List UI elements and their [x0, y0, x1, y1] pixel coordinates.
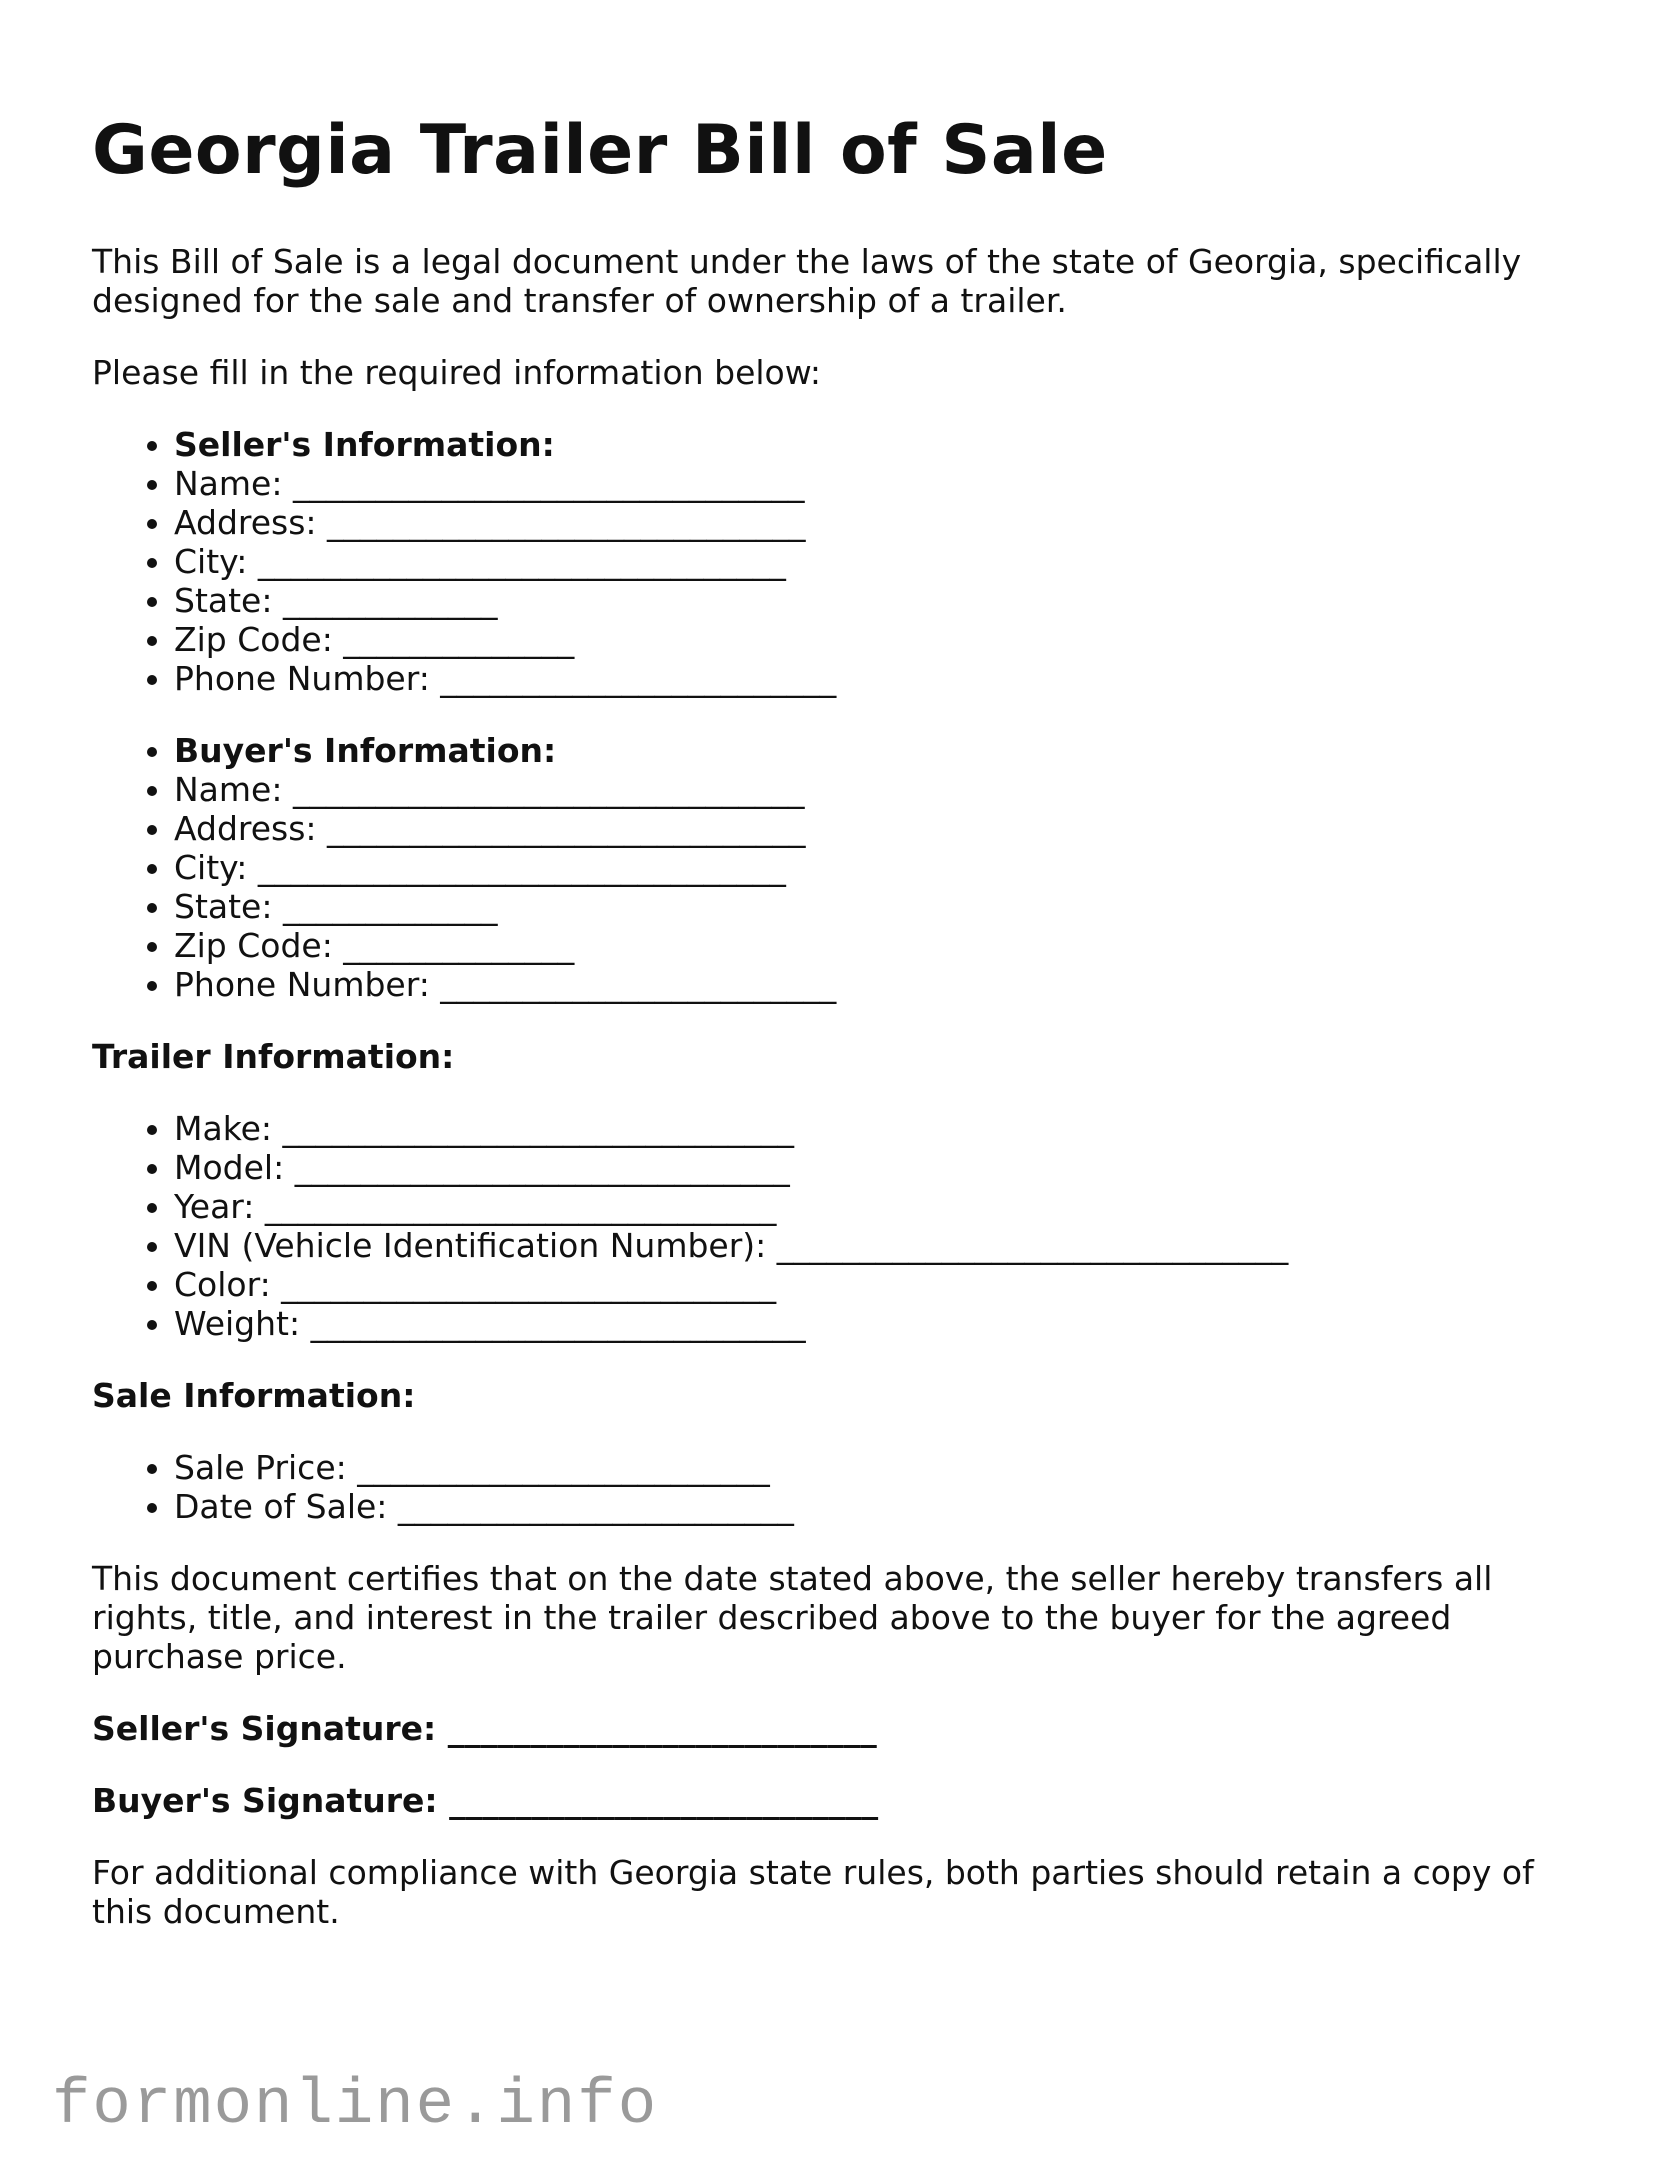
buyer-name-field[interactable]: • Name: _______________________________ — [174, 770, 1592, 809]
intro-paragraph: This Bill of Sale is a legal document under the laws of the state of Georgia, specifically designed for the sale and transfer of ownership of a trailer. — [92, 242, 1522, 321]
certification-paragraph: This document certifies that on the date stated above, the seller hereby transfers all rights, title, and interest in the trailer described above to the buyer for the agreed purchase price. — [92, 1559, 1493, 1677]
seller-city-field[interactable]: • City: ________________________________ — [174, 542, 1592, 581]
trailer-vin-field[interactable]: • VIN (Vehicle Identification Number): _______________________________ — [174, 1226, 1592, 1265]
document-title: Georgia Trailer Bill of Sale — [92, 111, 1108, 190]
sale-info-heading: Sale Information: — [92, 1376, 416, 1416]
buyer-zip-field[interactable]: • Zip Code: ______________ — [174, 926, 1592, 965]
trailer-color-field[interactable]: • Color: ______________________________ — [174, 1265, 1592, 1304]
buyer-address-field[interactable]: • Address: _____________________________ — [174, 809, 1592, 848]
seller-zip-field[interactable]: • Zip Code: ______________ — [174, 620, 1592, 659]
seller-phone-field[interactable]: • Phone Number: ________________________ — [174, 659, 1592, 698]
trailer-info-heading: Trailer Information: — [92, 1037, 455, 1077]
trailer-model-field[interactable]: • Model: ______________________________ — [174, 1148, 1592, 1187]
watermark: formonline.info — [52, 2070, 659, 2142]
sale-price-field[interactable]: • Sale Price: _________________________ — [174, 1448, 1592, 1487]
trailer-weight-field[interactable]: • Weight: ______________________________ — [174, 1304, 1592, 1343]
buyer-state-field[interactable]: • State: _____________ — [174, 887, 1592, 926]
buyer-phone-field[interactable]: • Phone Number: ________________________ — [174, 965, 1592, 1004]
seller-info-list — [92, 425, 1592, 698]
trailer-year-field[interactable]: • Year: _______________________________ — [174, 1187, 1592, 1226]
seller-signature-field[interactable]: Seller's Signature: __________________________ — [92, 1709, 877, 1749]
sale-date-field[interactable]: • Date of Sale: ________________________ — [174, 1487, 1592, 1526]
buyer-info-list — [92, 731, 1592, 1004]
trailer-info-list — [92, 1109, 1592, 1343]
sale-info-list — [92, 1448, 1592, 1526]
seller-info-heading: • Seller's Information: — [174, 425, 1592, 464]
closing-paragraph: For additional compliance with Georgia state rules, both parties should retain a copy of this document. — [92, 1853, 1534, 1932]
seller-address-field[interactable]: • Address: _____________________________ — [174, 503, 1592, 542]
trailer-make-field[interactable]: • Make: _______________________________ — [174, 1109, 1592, 1148]
buyer-signature-field[interactable]: Buyer's Signature: __________________________ — [92, 1781, 879, 1821]
buyer-info-heading: • Buyer's Information: — [174, 731, 1592, 770]
buyer-city-field[interactable]: • City: ________________________________ — [174, 848, 1592, 887]
instructions-text: Please fill in the required information below: — [92, 353, 822, 393]
seller-name-field[interactable]: • Name: _______________________________ — [174, 464, 1592, 503]
seller-state-field[interactable]: • State: _____________ — [174, 581, 1592, 620]
document-page — [92, 112, 1592, 1964]
